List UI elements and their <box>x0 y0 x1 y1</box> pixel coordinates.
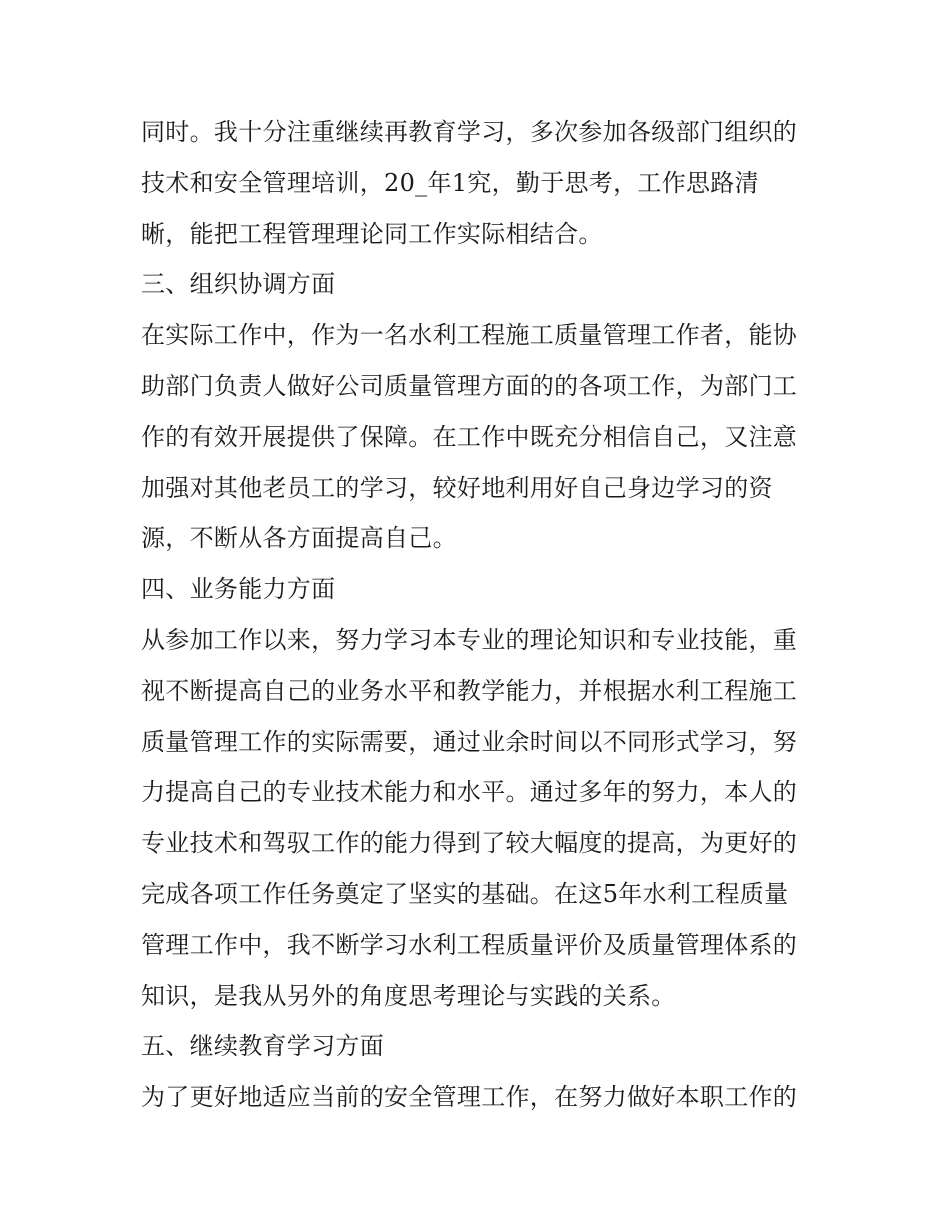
text-line: 同时。我十分注重继续再教育学习，多次参加各级部门组织的 <box>141 118 798 146</box>
text-line: 源，不断从各方面提高自己。 <box>141 524 457 553</box>
text-line: 助部门负责人做好公司质量管理方面的的各项工作，为部门工 <box>141 371 798 400</box>
body-text <box>141 107 821 1123</box>
text-line: 技术和安全管理培训，20_年1究，勤于思考，工作思路清 <box>141 168 759 197</box>
text-line: 知识，是我从另外的角度思考理论与实践的关系。 <box>141 981 676 1010</box>
text-line: 质量管理工作的实际需要，通过业余时间以不同形式学习，努 <box>141 727 798 756</box>
text-line: 晰，能把工程管理理论同工作实际相结合。 <box>141 219 603 248</box>
text-line: 完成各项工作任务奠定了坚实的基础。在这5年水利工程质量 <box>141 879 789 908</box>
text-line: 力提高自己的专业技术能力和水平。通过多年的努力，本人的 <box>141 778 798 807</box>
text-line: 专业技术和驾驭工作的能力得到了较大幅度的提高，为更好的 <box>141 829 798 858</box>
text-line: 从参加工作以来，努力学习本专业的理论知识和专业技能，重 <box>141 625 798 654</box>
section-heading: 四、业务能力方面 <box>141 575 336 604</box>
text-line: 作的有效开展提供了保障。在工作中既充分相信自己，又注意 <box>141 422 798 451</box>
text-line: 视不断提高自己的业务水平和教学能力，并根据水利工程施工 <box>141 676 798 705</box>
section-heading: 五、继续教育学习方面 <box>141 1032 384 1061</box>
text-line: 在实际工作中，作为一名水利工程施工质量管理工作者，能协 <box>141 321 798 350</box>
text-line: 为了更好地适应当前的安全管理工作，在努力做好本职工作的 <box>141 1083 798 1112</box>
text-line: 加强对其他老员工的学习，较好地利用好自己身边学习的资 <box>141 473 773 502</box>
section-heading: 三、组织协调方面 <box>141 270 336 299</box>
text-line: 管理工作中，我不断学习水利工程质量评价及质量管理体系的 <box>141 930 798 959</box>
